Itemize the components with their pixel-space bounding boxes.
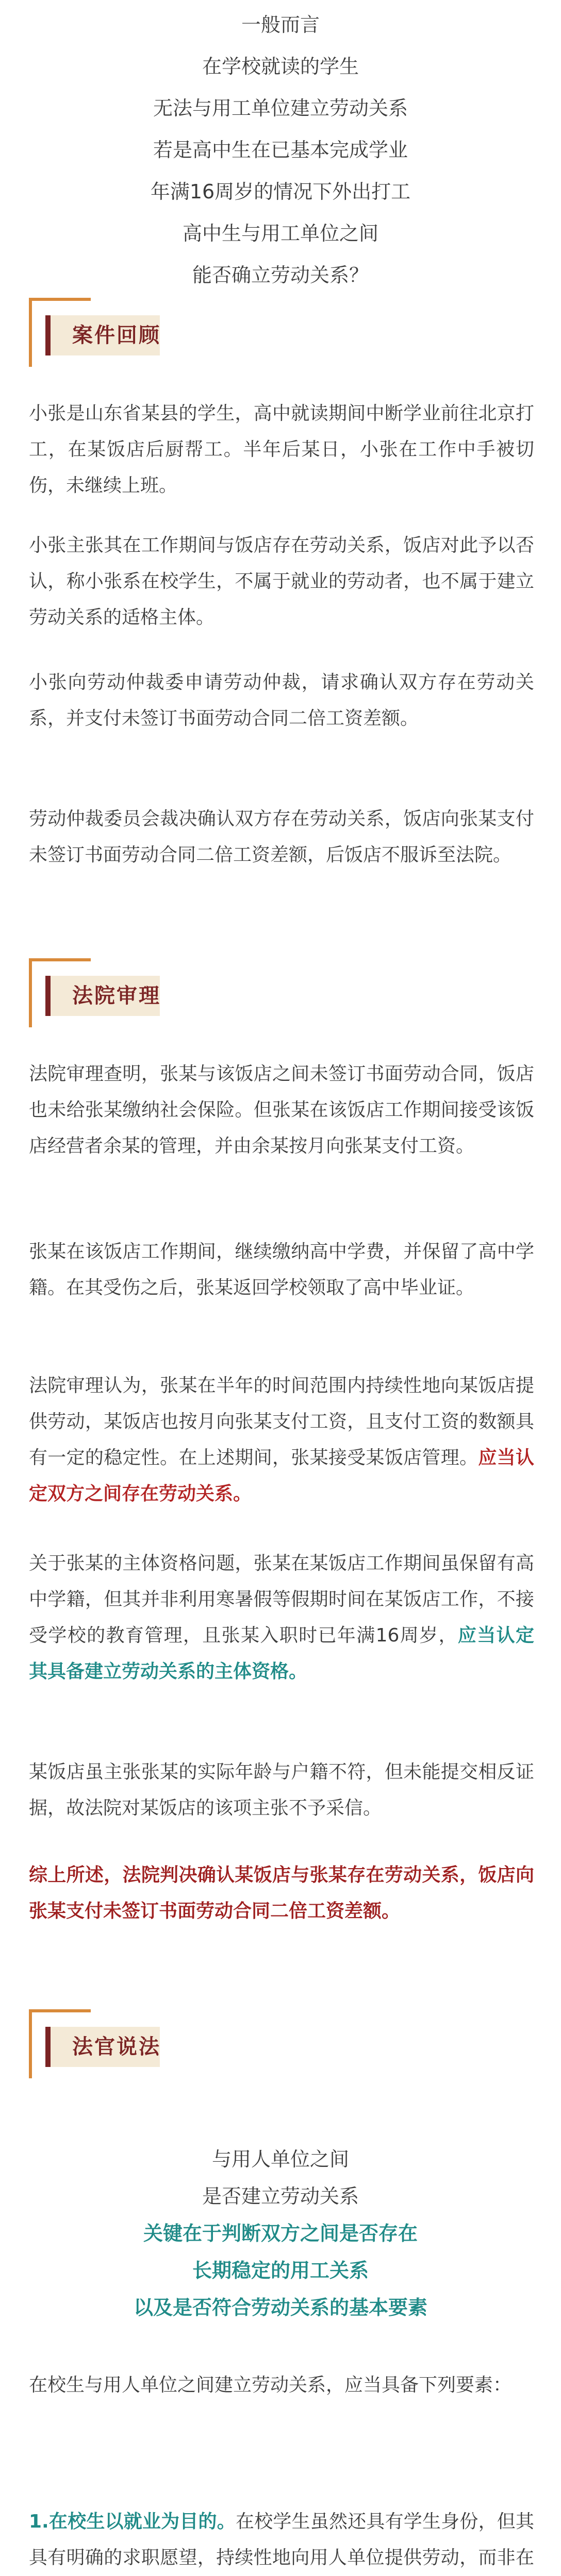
court-paragraph xyxy=(29,1546,534,1690)
center-line: 与用人单位之间 xyxy=(211,2148,349,2171)
intro-line: 高中生与用工单位之间 xyxy=(182,222,378,245)
point-paragraph xyxy=(29,2504,534,2576)
intro-line: 一般而言 xyxy=(241,13,320,36)
judge-key-points xyxy=(0,2141,561,2326)
case-paragraph xyxy=(29,528,534,636)
court-paragraph xyxy=(29,1056,534,1164)
paragraph-plain-text: 关于张某的主体资格问题，张某在某饭店工作期间虽保留有高中学籍，但其并非利用寒暑假等假期时间在某饭店工作，不接受学校的教育管理，且张某入职时已年满16周岁， xyxy=(29,1553,534,1646)
section-title: 法官说法 xyxy=(72,2035,161,2059)
section-title: 案件回顾 xyxy=(72,324,161,347)
center-line: 是否建立劳动关系 xyxy=(202,2185,359,2208)
court-paragraph xyxy=(29,1754,534,1826)
paragraph-text: 某饭店虽主张张某的实际年龄与户籍不符，但未能提交相反证据，故法院对某饭店的该项主张不予采信。 xyxy=(29,1761,534,1819)
point-title: 1.在校生以就业为目的。 xyxy=(29,2511,236,2532)
section-title: 法院审理 xyxy=(72,984,161,1008)
paragraph-text: 劳动仲裁委员会裁决确认双方存在劳动关系，饭店向张某支付未签订书面劳动合同二倍工资差额，后饭店不服诉至法院。 xyxy=(29,808,534,866)
paragraph-plain-text: 法院审理认为，张某在半年的时间范围内持续性地向某饭店提供劳动，某饭店也按月向张某支付工资，且支付工资的数额具有一定的稳定性。在上述期间，张某接受某饭店管理。 xyxy=(29,1375,534,1468)
case-paragraph xyxy=(29,801,534,873)
section-header-case xyxy=(29,298,194,367)
paragraph-text: 小张向劳动仲裁委申请劳动仲裁，请求确认双方存在劳动关系，并支付未签订书面劳动合同二倍工资差额。 xyxy=(29,672,534,729)
judge-intro-paragraph xyxy=(29,2367,534,2403)
paragraph-text xyxy=(29,2504,534,2576)
intro-line: 无法与用工单位建立劳动关系 xyxy=(153,97,408,120)
court-paragraph xyxy=(29,1368,534,1512)
intro-line: 若是高中生在已基本完成学业 xyxy=(153,139,408,161)
center-line-highlight: 长期稳定的用工关系 xyxy=(192,2259,369,2282)
section-header-judge xyxy=(29,2009,194,2078)
highlighted-conclusion: 应当认定双方之间存在劳动关系。 xyxy=(29,1447,534,1504)
intro-line: 年满16周岁的情况下外出打工 xyxy=(150,180,411,203)
case-paragraph xyxy=(29,665,534,737)
verdict-summary: 综上所述，法院判决确认某饭店与张某存在劳动关系，饭店向张某支付未签订书面劳动合同二倍工资差额。 xyxy=(29,1865,534,1922)
intro-block xyxy=(0,4,561,296)
center-line-highlight: 关键在于判断双方之间是否存在 xyxy=(143,2222,418,2245)
paragraph-text: 小张主张其在工作期间与饭店存在劳动关系，饭店对此予以否认，称小张系在校学生，不属于就业的劳动者，也不属于建立劳动关系的适格主体。 xyxy=(29,535,534,628)
highlighted-conclusion: 应当认定其具备建立劳动关系的主体资格。 xyxy=(29,1625,534,1682)
paragraph-text: 小张是山东省某县的学生，高中就读期间中断学业前往北京打工，在某饭店后厨帮工。半年后某日，小张在工作中手被切伤，未继续上班。 xyxy=(29,403,534,496)
paragraph-text xyxy=(29,1546,534,1690)
court-paragraph xyxy=(29,1234,534,1306)
intro-line: 在学校就读的学生 xyxy=(202,55,359,78)
paragraph-text: 张某在该饭店工作期间，继续缴纳高中学费，并保留了高中学籍。在其受伤之后，张某返回学校领取了高中毕业证。 xyxy=(29,1241,534,1298)
section-header-court xyxy=(29,958,194,1027)
paragraph-text: 法院审理查明，张某与该饭店之间未签订书面劳动合同，饭店也未给张某缴纳社会保险。但张某在该饭店工作期间接受该饭店经营者余某的管理，并由余某按月向张某支付工资。 xyxy=(29,1063,534,1157)
intro-line: 能否确立劳动关系？ xyxy=(192,264,369,286)
paragraph-text: 在校生与用人单位之间建立劳动关系，应当具备下列要素： xyxy=(29,2375,512,2396)
center-line-highlight: 以及是否符合劳动关系的基本要素 xyxy=(133,2296,427,2319)
point-body: 在校学生虽然还具有学生身份，但其具有明确的求职愿望，持续性地向用人单位提供劳动，而非在 xyxy=(29,2511,534,2568)
case-paragraph xyxy=(29,396,534,504)
paragraph-text xyxy=(29,1368,534,1512)
